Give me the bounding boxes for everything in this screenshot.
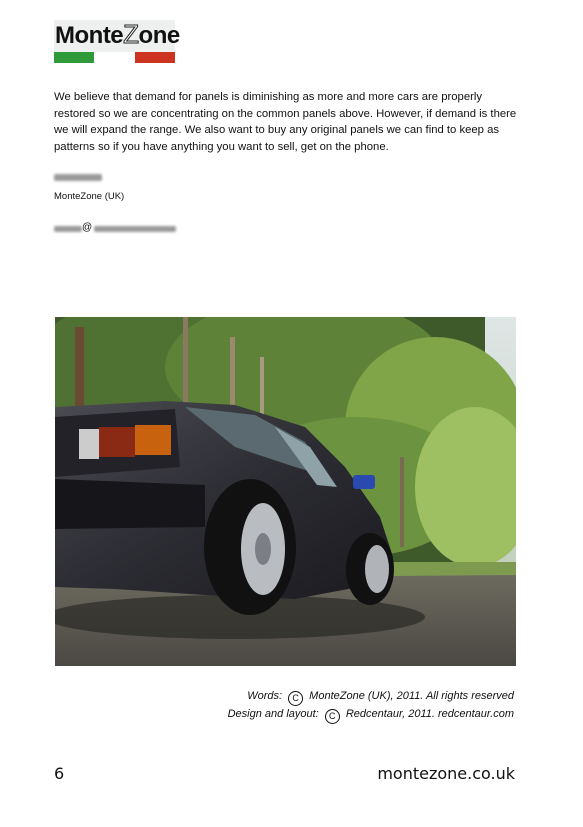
- company-name: MonteZone (UK): [54, 191, 125, 202]
- body-paragraph: We believe that demand for panels is diminishing as more and more cars are properly restored so we are concentrating on the common panels above. However, if demand is there we will expand the range. We also want to buy any original panels we can find to keep as patterns so if you have anything you want to sell, get on the phone.: [54, 91, 517, 153]
- footer-website: montezone.co.uk: [377, 764, 515, 783]
- copyright-icon: C: [325, 709, 340, 724]
- italian-flag-stripe: [54, 52, 175, 63]
- credits: [228, 688, 514, 724]
- email-at-sign: @: [82, 222, 93, 233]
- redacted-name: [54, 174, 102, 181]
- credits-words: Words: C MonteZone (UK), 2011. All rights reserved: [228, 688, 514, 706]
- redacted-email: [54, 223, 177, 235]
- montezone-logo: [54, 19, 180, 63]
- credits-design: Design and layout: C Redcentaur, 2011. redcentaur.com: [228, 706, 514, 724]
- logo-text: MonteZone: [55, 19, 180, 49]
- car-photo: [55, 317, 516, 666]
- copyright-icon: C: [288, 691, 303, 706]
- page-number: 6: [54, 764, 65, 783]
